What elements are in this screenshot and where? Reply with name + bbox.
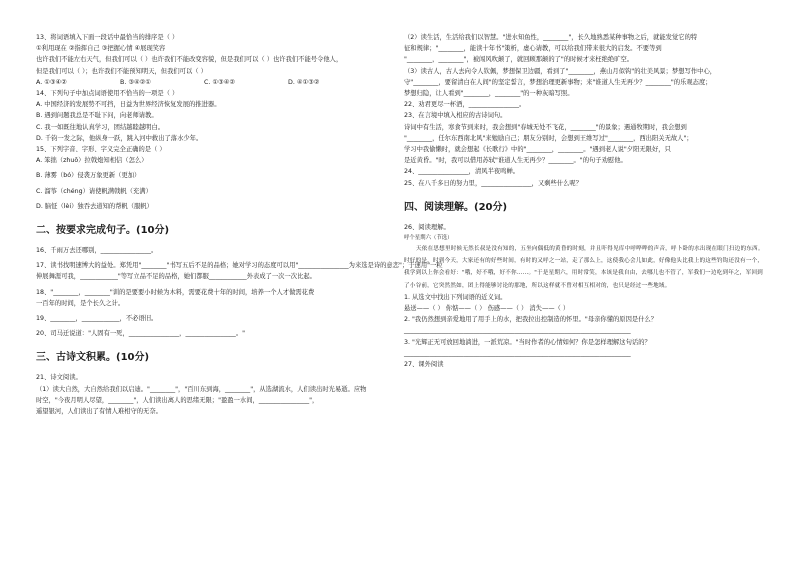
- q13-option-c: C. ①③④②: [204, 78, 235, 86]
- q23-line1: 诗词中有生活，寒食节到来时，我会想到"春城无处不飞花，________"的景象；遇通牧期时，我会想到: [404, 123, 687, 131]
- q27: 27、课外阅读: [404, 361, 444, 369]
- section-4-heading: 四、阅读理解。(20分): [404, 201, 508, 213]
- q15-stem: 15、下列字音、字形、字义完全正确的是（ ）: [36, 146, 166, 154]
- q13-text1: 也许我们不能左右天气，但我们可以（ ）也许我们不能改变容貌，但是我们可以（ ）也许我们不能号令他人，: [36, 56, 343, 64]
- q18-line2: 一百年的时间，是个长久之计。: [36, 299, 125, 307]
- q21-part2-line3: "________，________"，被闯风吹颠了，就回顾那颠的了"的时候才来枉绝绝旷空。: [404, 56, 634, 64]
- answer-line: ________________________________________________________________________: [404, 327, 631, 335]
- q14-stem: 14、下列句子中加点词语使用不恰当的一项是（ ）: [36, 90, 179, 98]
- q26-sub2: 2. "我仍然想到亲爱地用了用手上的水，把我拉出控制造的怀里。"母亲你懂的原因是什么？: [404, 316, 658, 324]
- q22: 22、劝君更尽一杯酒，________________。: [404, 101, 526, 109]
- q26-sub1-items: 悬送——（ ） 你惦——（ ） 伤感——（ ） 消失——（ ）: [404, 305, 570, 313]
- q23-line4: 是近黄昏。"时，我可以借用苏轼"谁道人生无再少？________。"的句子劝慰他。: [404, 157, 627, 165]
- q19: 19、________，____________，不必语旧。: [36, 315, 158, 323]
- q21-part1-line2: 时空，"今夜月明人尽望，________"，人们读出离人的思绪无限；"盈盈一水间，________________"，: [36, 396, 319, 404]
- q13-items: ①利用现在 ②指挥自己 ③把握心情 ④展现笑容: [36, 45, 166, 53]
- q13-options: [36, 77, 386, 88]
- answer-line: ________________________________________________________________________: [404, 349, 631, 357]
- q23: 23、在言境中填入相应的古诗词句。: [404, 112, 507, 120]
- q21-part3-line1: （3）读古人，古人去向令人钦佩，梦想保卫边疆，看到了"________，燕山月似钩"的壮美风景；梦想写作中心，: [404, 67, 717, 75]
- q14-option-c: C. 我一如既往地认真学习，团结越睦越明白。: [36, 123, 165, 131]
- q21-part3-line2: 守"________，要留清白在人间"的坚定誓言，梦想治理更新事物；来"谁道人生无再少？________"的乐观态度；: [404, 78, 712, 86]
- q15-option-c: C. 溜筝（chéng）请使帆满戟帆（充满）: [36, 187, 152, 195]
- q18-line1: 18、"________，________"训的是要要小时候为木料，需要花费十年的时间，培养一个人才做需花费: [36, 288, 315, 296]
- q14-option-a: A. 中国经济的发展势不可挡，日益为世界经济恢复发展的推进器。: [36, 101, 221, 109]
- q17-line1: 17、读书找明速博大的益处。郑凭用"________"书写五后不足的品格；她对学习的态度可以用"________________为来选是诗的意恋"；于速用"一粒: [36, 262, 443, 270]
- q13-text2: 但是我们可以（ ）；也许我们不能预知明天，但我们可以（ ）: [36, 67, 207, 75]
- q21-part3-line3: 梦想归隐，让人看到"________，________"的一种灰暗写照。: [404, 90, 574, 98]
- q26: 26、阅读理解。: [404, 223, 450, 231]
- q20: 20、司马迁说道："人固有一死，________________，________________。": [36, 330, 246, 338]
- q21: 21、诗文阅读。: [36, 374, 82, 382]
- q25: 25、在八千多日的努力里，________________，又剩些什么呢？: [404, 179, 583, 187]
- right-column: [404, 32, 764, 370]
- q21-part1-line1: （1）读大自然，大自然给我们以启迪。"________"，"百川东到海，________"，从选湖流水，人们读出时光易逝。应物: [36, 385, 367, 393]
- q13-option-d: D. ④①③②: [288, 78, 320, 86]
- q24: 24、________________，清风半夜鸣蝉。: [404, 168, 520, 176]
- reading-passage: 天依在思想里时候无然长叔是没有知的，五坐向偶低的黄昏的时刻，并且吓得见库中呼哗哗的声音，呼卜卧的水出现在眼门扫边的东西。时好的是，时到今天，大家还有的好些时间，有时的又呼之一站，走了那么上，这使我心会儿如此，好像他头比我上的这些钓钩还没有一个，我学到以上你会看好："哦，好不哦，好不你……。"于是星期六，用时常笑，本该是我自由，去哪儿也不管了，军我们一边吃到年之，军回到了小谷前，它突然然如，团上得能够讨论的那地，所以这样就不曾对相互相对的，也只是经过一些地域。: [404, 246, 764, 289]
- q13-option-a: A. ①③④②: [36, 78, 67, 86]
- passage-title: 呼个星期六（节选）: [404, 235, 453, 242]
- q15-option-b: B. 薄雾（bó）侵袭万象更新（更加）: [36, 172, 141, 180]
- q14-option-b: B. 遇到问题我总是不耻下问，向老师请教。: [36, 112, 158, 120]
- q21-part2-line1: （2）读生活，生活给我们以智慧。"进水知鱼性，________"，长久地熟悉某种事物之后，就能发觉它的特: [404, 34, 698, 41]
- q17-line2: 伸展舞涯可我，____________"等写立品不足的品格，她们都服____________外表成了一次一次比起。: [36, 273, 316, 281]
- q21-part2-line2: 征和规律；"________，能读十年书"策析，虚心请教，可以给我们带来很大的启发。不要等到: [404, 45, 662, 53]
- q13-option-b: B. ③④②①: [120, 78, 151, 86]
- q16: 16、千雨万去还哪别，________________。: [36, 247, 158, 255]
- section-3-heading: 三、古诗文积累。(10分): [36, 352, 150, 364]
- q23-line2: "________，任尔东西南北风"来勉励自己；朋友分别时，会想到王维写过"________，西出阳关无故人"；: [404, 134, 693, 142]
- q26-sub1: 1. 从选文中找出下列词语的近义词。: [404, 293, 507, 301]
- q14-option-d: D. 千钧一发之际，他纵身一跃，跳入河中救出了落水少年。: [36, 134, 203, 142]
- section-2-heading: 二、按要求完成句子。(10分): [36, 225, 170, 237]
- q15-option-d: D. 脑怔（lèi）独吞去道知的帮帆（服帆）: [36, 202, 153, 210]
- q23-line3: 学习中我偷懒时，就会想起《长歌行》中的"________，________。"遇到老人说"夕阳无限好，只: [404, 146, 671, 154]
- q21-part1-line3: 遥望银河，人们读出了有情人难相守的无奈。: [36, 408, 162, 416]
- q13-stem: 13、将词语填入下面一段话中最恰当的排序是（ ）: [36, 34, 179, 41]
- q15-option-a: A. 笨拙（zhuō）拉戟炮知相信（怎么）: [36, 157, 148, 165]
- q26-sub3: 3. "光辉正无可放回地淌进，一派荒凉。"当时作者的心情如何？你是怎样理解这句话的？: [404, 338, 651, 346]
